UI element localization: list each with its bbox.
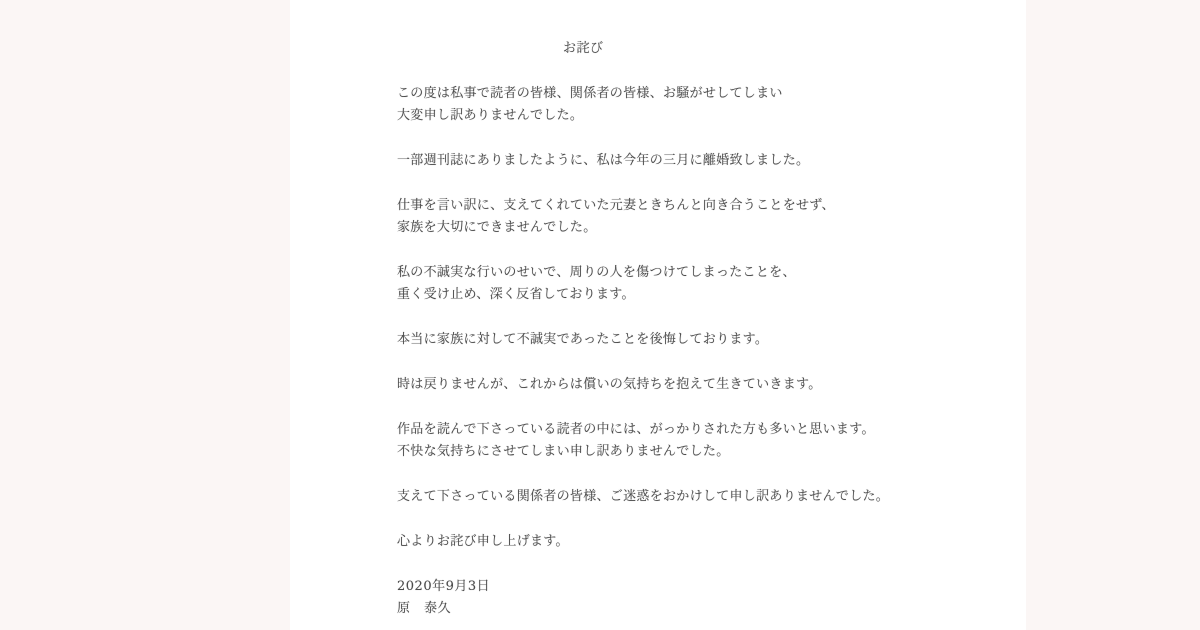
letter-paragraph	[397, 150, 986, 172]
letter-line: 支えて下さっている関係者の皆様、ご迷惑をおかけして申し訳ありませんでした。	[397, 489, 890, 504]
letter-line: 一部週刊誌にありましたように、私は今年の三月に離婚致しました。	[397, 153, 810, 168]
letter-paragraph	[397, 262, 986, 306]
apology-letter-page	[290, 0, 1026, 630]
letter-paragraph	[397, 329, 986, 351]
letter-line: 仕事を言い訳に、支えてくれていた元妻ときちんと向き合うことをせず、	[397, 198, 835, 213]
letter-signature: 原 泰久	[397, 601, 452, 616]
letter-paragraph	[397, 531, 986, 553]
letter-line: 重く受け止め、深く反省しております。	[397, 287, 635, 302]
signature-block	[397, 576, 986, 620]
letter-paragraph	[397, 374, 986, 396]
letter-line: 本当に家族に対して不誠実であったことを後悔しております。	[397, 332, 769, 347]
letter-paragraph	[397, 486, 986, 508]
letter-line: この度は私事で読者の皆様、関係者の皆様、お騒がせしてしまい	[397, 86, 783, 101]
letter-line: 時は戻りませんが、これからは償いの気持ちを抱えて生きていきます。	[397, 377, 822, 392]
letter-paragraph	[397, 83, 986, 127]
letter-title: お詫び	[563, 41, 604, 56]
letter-paragraph	[397, 195, 986, 239]
letter-line: 心よりお詫び申し上げます。	[397, 534, 569, 549]
letter-line: 大変申し訳ありませんでした。	[397, 108, 584, 123]
letter-line: 不快な気持ちにさせてしまい申し訳ありませんでした。	[397, 444, 730, 459]
letter-line: 作品を読んで下さっている読者の中には、がっかりされた方も多いと思います。	[397, 422, 875, 437]
letter-paragraph	[397, 419, 986, 463]
letter-line: 家族を大切にできませんでした。	[397, 220, 597, 235]
letter-line: 私の不誠実な行いのせいで、周りの人を傷つけてしまったことを、	[397, 265, 796, 280]
letter-body	[397, 83, 986, 553]
letter-date: 2020年9月3日	[397, 579, 491, 594]
